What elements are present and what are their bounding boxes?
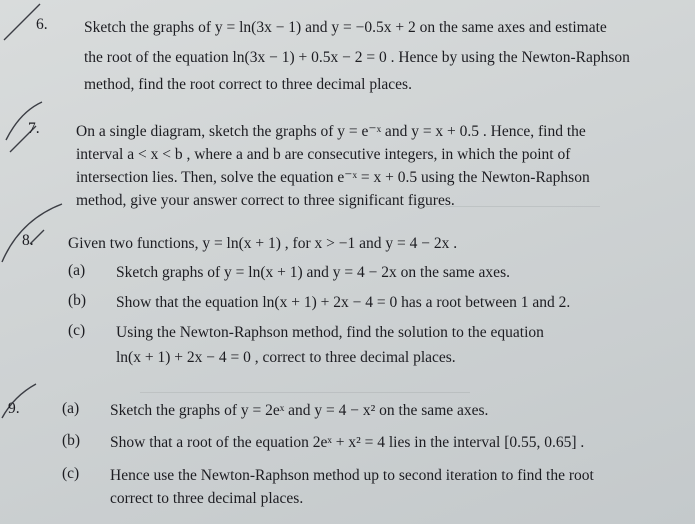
question-number: 9. [8, 400, 20, 417]
part-label: (a) [68, 262, 86, 279]
part-label: (c) [62, 465, 80, 482]
part-text-line: Sketch graphs of y = ln(x + 1) and y = 4 − 2x on the same axes. [116, 264, 510, 281]
part-text-line: Hence use the Newton-Raphson method up to second iteration to find the root [110, 467, 594, 484]
question-text-line: intersection lies. Then, solve the equation e⁻ˣ = x + 0.5 using the Newton-Raphson [76, 169, 590, 186]
question-number: 8. [22, 232, 34, 249]
part-label: (b) [68, 292, 87, 309]
part-text-line: correct to three decimal places. [110, 490, 304, 507]
question-text-line: the root of the equation ln(3x − 1) + 0.5x − 2 = 0 . Hence by using the Newton-Raphson [84, 49, 630, 66]
pen-checkmark-icon [2, 2, 62, 47]
pen-checkmark-icon [0, 200, 70, 275]
part-label: (b) [62, 432, 81, 449]
part-text-line: Show that the equation ln(x + 1) + 2x − 4 = 0 has a root between 1 and 2. [116, 294, 571, 311]
part-text-line: Using the Newton-Raphson method, find the solution to the equation [116, 324, 544, 341]
show-through-mark [140, 392, 470, 393]
question-text-line: interval a < x < b , where a and b are consecutive integers, in which the point of [76, 146, 571, 163]
question-number: 6. [36, 16, 48, 33]
question-text-line: On a single diagram, sketch the graphs of y = e⁻ˣ and y = x + 0.5 . Hence, find the [76, 123, 586, 140]
question-text-line: method, find the root correct to three decimal places. [84, 76, 412, 93]
part-label: (a) [62, 400, 80, 417]
part-text-line: ln(x + 1) + 2x − 4 = 0 , correct to three decimal places. [116, 349, 456, 366]
part-text-line: Show that a root of the equation 2eˣ + x² = 4 lies in the interval [0.55, 0.65] . [110, 434, 585, 451]
question-text-line: method, give your answer correct to three significant figures. [76, 192, 455, 209]
part-text-line: Sketch the graphs of y = 2eˣ and y = 4 − x² on the same axes. [110, 402, 489, 419]
part-label: (c) [68, 322, 86, 339]
question-intro: Given two functions, y = ln(x + 1) , for x > −1 and y = 4 − 2x . [68, 235, 458, 252]
question-number: 7. [28, 120, 40, 137]
question-text-line: Sketch the graphs of y = ln(3x − 1) and y = −0.5x + 2 on the same axes and estimate [84, 19, 607, 36]
